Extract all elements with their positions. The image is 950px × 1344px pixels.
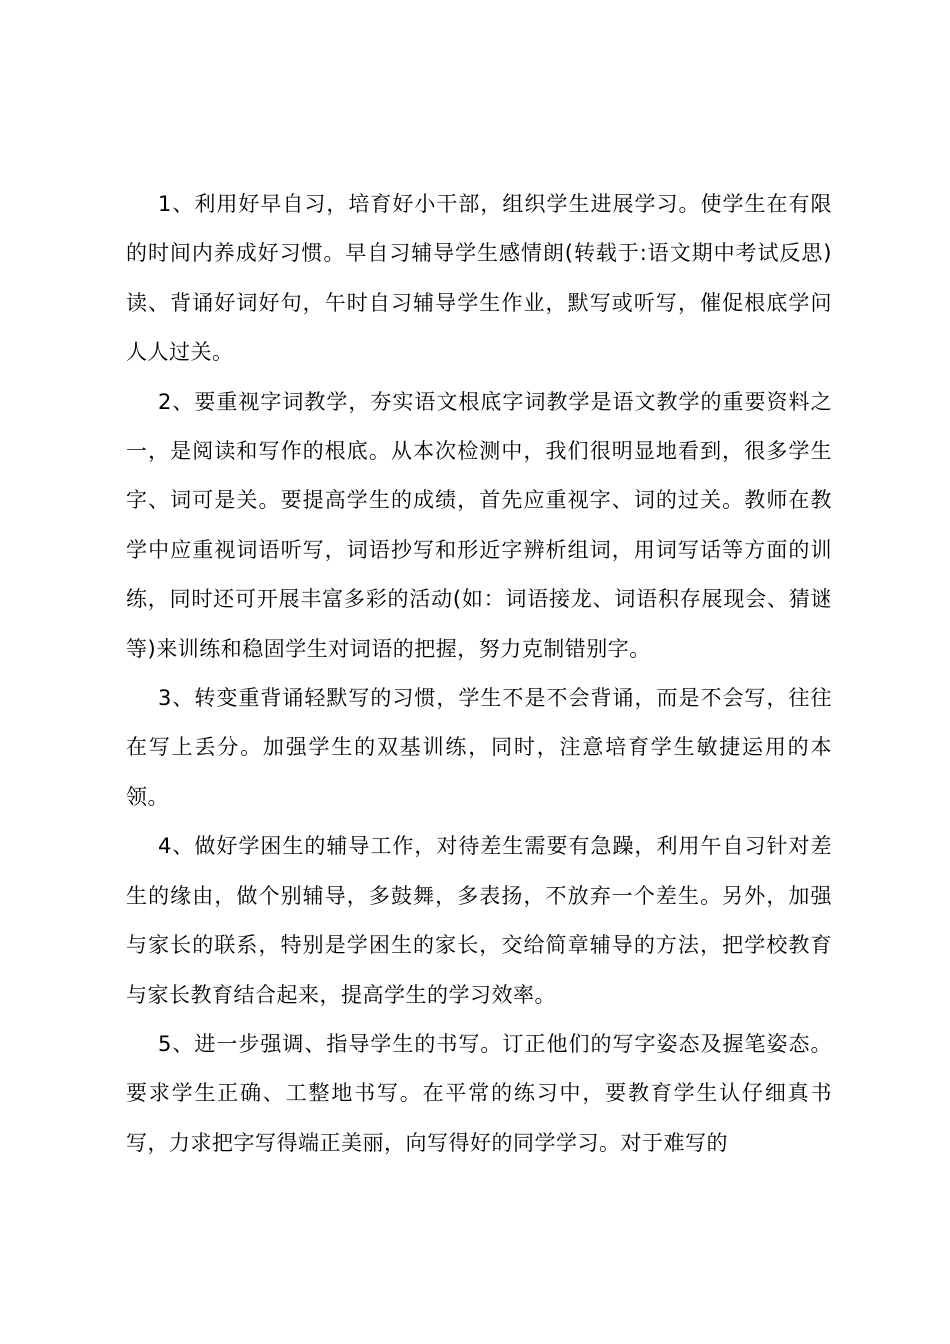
paragraph-5: 5、进一步强调、指导学生的书写。订正他们的写字姿态及握笔姿态。要求学生正确、工整地书写。在平常的练习中，要教育学生认仔细真书写，力求把字写得端正美丽，向写得好的同学学习。对于难写的 <box>126 1031 832 1155</box>
paragraph-3: 3、转变重背诵轻默写的习惯，学生不是不会背诵，而是不会写，往往在写上丢分。加强学生的双基训练，同时，注意培育学生敏捷运用的本领。 <box>126 686 832 809</box>
document-body <box>126 180 832 1168</box>
paragraph-2: 2、要重视字词教学，夯实语文根底字词教学是语文教学的重要资料之一，是阅读和写作的根底。从本次检测中，我们很明显地看到，很多学生字、词可是关。要提高学生的成绩，首先应重视字、词的过关。教师在教学中应重视词语听写，词语抄写和形近字辨析组词，用词写话等方面的训练，同时还可开展丰富多彩的活动(如：词语接龙、词语积存展现会、猜谜等)来训练和稳固学生对词语的把握，努力克制错别字。 <box>126 389 832 661</box>
paragraph-4: 4、做好学困生的辅导工作，对待差生需要有急躁，利用午自习针对差生的缘由，做个别辅导，多鼓舞，多表扬，不放弃一个差生。另外，加强与家长的联系，特别是学困生的家长，交给简章辅导的方法，把学校教育与家长教育结合起来，提高学生的学习效率。 <box>126 834 832 1007</box>
paragraph-1: 1、利用好早自习，培育好小干部，组织学生进展学习。使学生在有限的时间内养成好习惯。早自习辅导学生感情朗(转载于:语文期中考试反思)读、背诵好词好句，午时自习辅导学生作业，默写或听写，催促根底学问人人过关。 <box>126 192 832 365</box>
